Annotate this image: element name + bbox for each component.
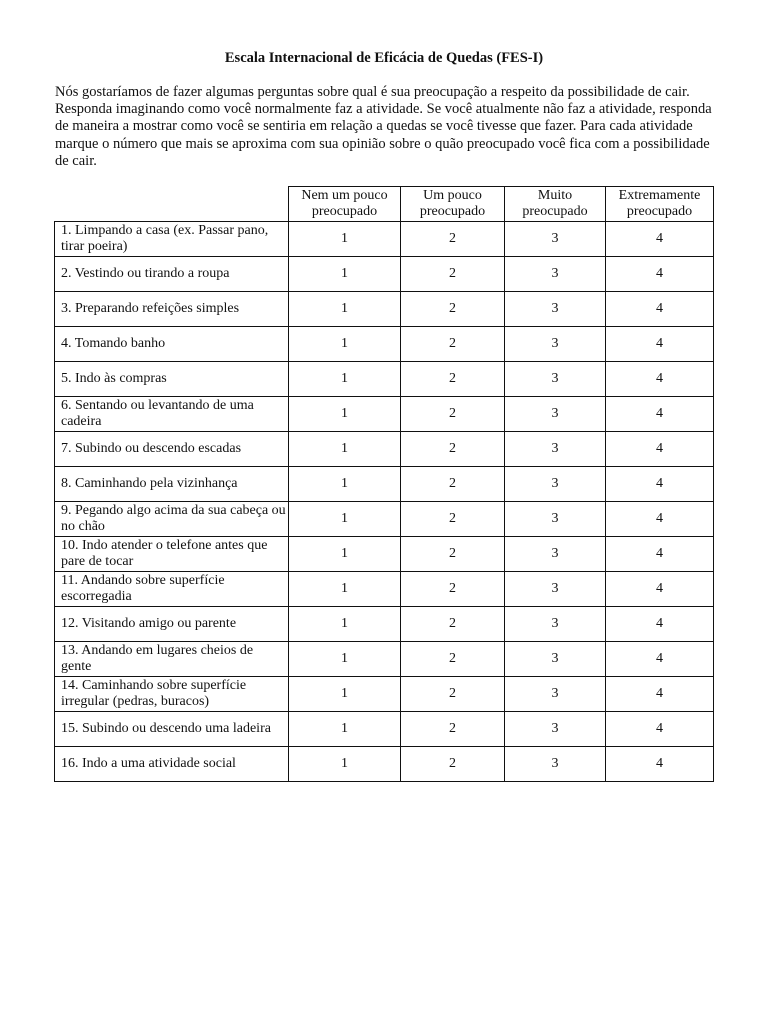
table-row [55,432,714,467]
table-row [55,327,714,362]
rating-option-3[interactable]: 3 [505,537,606,572]
table-row [55,712,714,747]
activity-label: 8. Caminhando pela vizinhança [55,467,289,502]
rating-option-1[interactable]: 1 [289,677,401,712]
rating-option-4[interactable]: 4 [606,502,714,537]
rating-option-1[interactable]: 1 [289,397,401,432]
rating-option-2[interactable]: 2 [401,537,505,572]
table-row [55,292,714,327]
table-row [55,747,714,782]
column-header-nem-um-pouco [289,187,401,222]
rating-option-2[interactable]: 2 [401,257,505,292]
rating-option-2[interactable]: 2 [401,362,505,397]
rating-option-3[interactable]: 3 [505,222,606,257]
rating-option-3[interactable]: 3 [505,327,606,362]
rating-option-1[interactable]: 1 [289,642,401,677]
column-header-extremamente [606,187,714,222]
rating-option-3[interactable]: 3 [505,747,606,782]
header-blank-cell [55,187,289,222]
rating-option-1[interactable]: 1 [289,502,401,537]
table-row [55,607,714,642]
column-header-line1: Um pouco [423,187,482,203]
rating-option-4[interactable]: 4 [606,327,714,362]
fes-i-table [54,186,714,782]
column-header-line2: preocupado [419,204,486,219]
rating-option-4[interactable]: 4 [606,607,714,642]
table-row [55,362,714,397]
column-header-line2: preocupado [522,204,588,219]
column-header-line2: preocupado [311,204,378,219]
table-header-row [55,187,714,222]
table-row [55,677,714,712]
rating-option-4[interactable]: 4 [606,572,714,607]
rating-option-4[interactable]: 4 [606,712,714,747]
table-row [55,397,714,432]
table-row [55,502,714,537]
rating-option-3[interactable]: 3 [505,642,606,677]
rating-option-4[interactable]: 4 [606,677,714,712]
rating-option-4[interactable]: 4 [606,222,714,257]
table-row [55,537,714,572]
rating-option-1[interactable]: 1 [289,467,401,502]
rating-option-3[interactable]: 3 [505,397,606,432]
rating-option-2[interactable]: 2 [401,502,505,537]
rating-option-2[interactable]: 2 [401,677,505,712]
rating-option-1[interactable]: 1 [289,747,401,782]
rating-option-3[interactable]: 3 [505,502,606,537]
table-row [55,222,714,257]
rating-option-2[interactable]: 2 [401,607,505,642]
rating-option-2[interactable]: 2 [401,642,505,677]
rating-option-1[interactable]: 1 [289,362,401,397]
rating-option-3[interactable]: 3 [505,572,606,607]
column-header-line1: Nem um pouco [301,187,388,203]
rating-option-2[interactable]: 2 [401,432,505,467]
rating-option-2[interactable]: 2 [401,292,505,327]
activity-label: 3. Preparando refeições simples [55,292,289,327]
rating-option-2[interactable]: 2 [401,222,505,257]
rating-option-1[interactable]: 1 [289,537,401,572]
rating-option-2[interactable]: 2 [401,327,505,362]
rating-option-3[interactable]: 3 [505,362,606,397]
table-row [55,572,714,607]
rating-option-3[interactable]: 3 [505,467,606,502]
activity-label: 13. Andando em lugares cheios de gente [55,642,289,677]
rating-option-2[interactable]: 2 [401,747,505,782]
rating-option-1[interactable]: 1 [289,572,401,607]
rating-option-4[interactable]: 4 [606,362,714,397]
activity-label: 11. Andando sobre superfície escorregadia [55,572,289,607]
document-title: Escala Internacional de Eficácia de Quedas (FES-I) [224,50,544,66]
table-row [55,257,714,292]
rating-option-3[interactable]: 3 [505,712,606,747]
rating-option-2[interactable]: 2 [401,397,505,432]
activity-label: 7. Subindo ou descendo escadas [55,432,289,467]
activity-label: 14. Caminhando sobre superfície irregular (pedras, buracos) [55,677,289,712]
rating-option-1[interactable]: 1 [289,432,401,467]
instructions-paragraph: Nós gostaríamos de fazer algumas perguntas sobre qual é sua preocupação a respeito da possibilidade de cair. Responda imaginando como você normalmente faz a atividade. Se você atualmente não faz a atividade, responda de maneira a mostrar como você se sentiria em relação a quedas se você tivesse que fazer. Para cada atividade marque o número que mais se aproxima com sua opinião sobre o quão preocupado você fica com a possibilidade de cair. [55,84,712,169]
activity-label: 2. Vestindo ou tirando a roupa [55,257,289,292]
rating-option-1[interactable]: 1 [289,327,401,362]
rating-option-1[interactable]: 1 [289,712,401,747]
rating-option-3[interactable]: 3 [505,292,606,327]
rating-option-1[interactable]: 1 [289,222,401,257]
activity-label: 1. Limpando a casa (ex. Passar pano, tirar poeira) [55,222,289,257]
rating-option-1[interactable]: 1 [289,607,401,642]
column-header-line1: Muito [537,187,573,203]
rating-option-3[interactable]: 3 [505,432,606,467]
activity-label: 15. Subindo ou descendo uma ladeira [55,712,289,747]
column-header-muito [505,187,606,222]
rating-option-2[interactable]: 2 [401,712,505,747]
table-body [55,222,714,782]
activity-label: 16. Indo a uma atividade social [55,747,289,782]
rating-option-4[interactable]: 4 [606,292,714,327]
rating-option-3[interactable]: 3 [505,257,606,292]
rating-option-1[interactable]: 1 [289,292,401,327]
activity-label: 10. Indo atender o telefone antes que pare de tocar [55,537,289,572]
column-header-line2: preocupado [626,204,693,219]
rating-option-4[interactable]: 4 [606,747,714,782]
rating-option-4[interactable]: 4 [606,432,714,467]
activity-label: 9. Pegando algo acima da sua cabeça ou no chão [55,502,289,537]
rating-option-4[interactable]: 4 [606,467,714,502]
rating-option-3[interactable]: 3 [505,677,606,712]
rating-option-4[interactable]: 4 [606,257,714,292]
rating-option-4[interactable]: 4 [606,537,714,572]
activity-label: 6. Sentando ou levantando de uma cadeira [55,397,289,432]
rating-option-4[interactable]: 4 [606,397,714,432]
column-header-line1: Extremamente [618,187,701,203]
activity-label: 4. Tomando banho [55,327,289,362]
activity-label: 12. Visitando amigo ou parente [55,607,289,642]
table-row [55,642,714,677]
rating-option-1[interactable]: 1 [289,257,401,292]
column-header-um-pouco [401,187,505,222]
rating-option-3[interactable]: 3 [505,607,606,642]
table-row [55,467,714,502]
rating-option-2[interactable]: 2 [401,572,505,607]
rating-option-4[interactable]: 4 [606,642,714,677]
activity-label: 5. Indo às compras [55,362,289,397]
rating-option-2[interactable]: 2 [401,467,505,502]
